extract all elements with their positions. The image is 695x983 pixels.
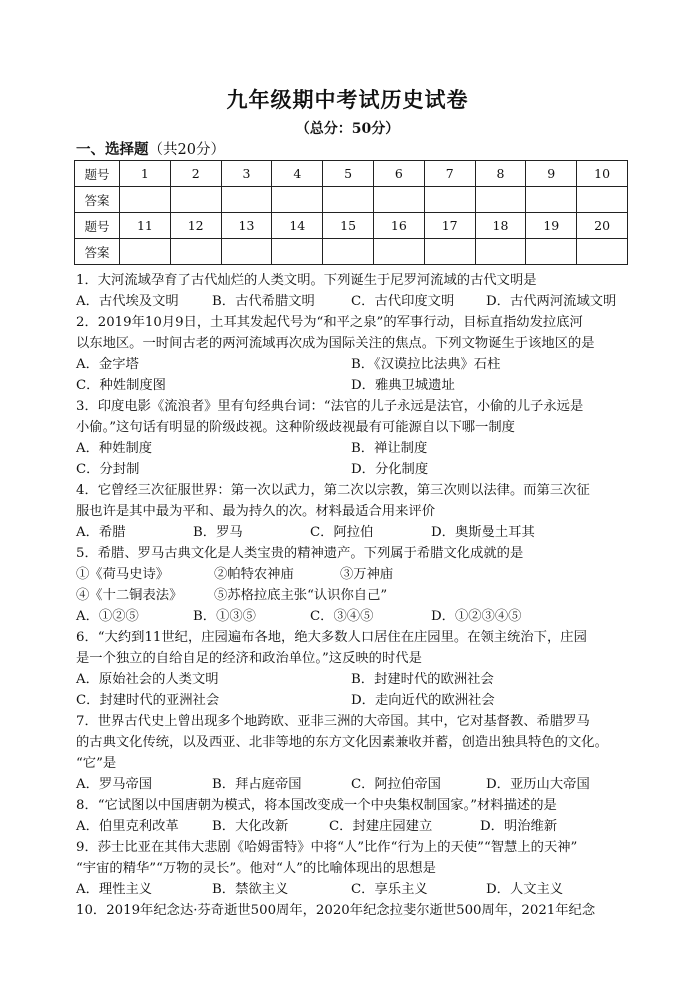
question-2-stem: 以东地区。一时间古老的两河流域再次成为国际关注的焦点。下列文物诞生于该地区的是 <box>76 336 595 351</box>
question-number: 2 <box>170 161 221 187</box>
answer-cell[interactable] <box>475 239 526 265</box>
option-b: B．拜占庭帝国 <box>212 777 302 792</box>
row-label: 题号 <box>75 161 120 187</box>
option-a: A．种姓制度 <box>76 441 153 456</box>
answer-cell[interactable] <box>526 187 577 213</box>
option-b: B．古代希腊文明 <box>212 294 315 309</box>
answer-cell[interactable] <box>577 239 628 265</box>
answer-cell[interactable] <box>120 239 171 265</box>
question-number: 12 <box>170 213 221 239</box>
answer-cell[interactable] <box>120 187 171 213</box>
answer-cell[interactable] <box>424 239 475 265</box>
answer-table <box>74 160 628 265</box>
question-number: 19 <box>526 213 577 239</box>
answer-cell[interactable] <box>373 239 424 265</box>
question-number: 11 <box>120 213 171 239</box>
question-9-stem: 9．莎士比亚在其伟大悲剧《哈姆雷特》中将“人”比作“行为上的天使”“智慧上的天神” <box>76 840 578 855</box>
option-c: C．③④⑤ <box>310 609 374 624</box>
option-d: D．人文主义 <box>486 882 564 897</box>
question-4-stem: 服也许是其中最为平和、最为持久的次。材料最适合用来评价 <box>76 504 436 519</box>
page-subtitle: （总分：50分） <box>295 121 400 137</box>
question-7-stem: 的古典文化传统，以及西亚、北非等地的东方文化因素兼收并蓄，创造出独具特色的文化。 <box>76 735 608 750</box>
question-6-stem: 是一个独立的自给自足的经济和政治单位。”这反映的时代是 <box>76 651 422 666</box>
question-8-stem: 8．“它试图以中国唐朝为模式，将本国改变成一个中央集权制国家。”材料描述的是 <box>76 798 557 813</box>
answer-cell[interactable] <box>475 187 526 213</box>
question-2-stem: 2．2019年10月9日，土耳其发起代号为“和平之泉”的军事行动，目标直指幼发拉底河 <box>76 315 583 330</box>
option-d: D．古代两河流域文明 <box>486 294 617 309</box>
option-c: C．封建庄园建立 <box>329 819 433 834</box>
option-d: D．分化制度 <box>351 462 429 477</box>
option-b: B．禅让制度 <box>351 441 428 456</box>
answer-cell[interactable] <box>221 187 272 213</box>
answer-cell[interactable] <box>170 187 221 213</box>
item-3: ③万神庙 <box>340 567 394 582</box>
table-row <box>75 239 628 265</box>
question-1-stem: 1．大河流域孕育了古代灿烂的人类文明。下列诞生于尼罗河流域的古代文明是 <box>76 273 537 288</box>
option-d: D．雅典卫城遗址 <box>351 378 455 393</box>
question-number: 3 <box>221 161 272 187</box>
question-7-stem: 7．世界古代史上曾出现多个地跨欧、亚非三洲的大帝国。其中，它对基督教、希腊罗马 <box>76 714 590 729</box>
answer-cell[interactable] <box>577 187 628 213</box>
question-3-stem: 3．印度电影《流浪者》里有句经典台词：“法官的儿子永远是法官，小偷的儿子永远是 <box>76 399 584 414</box>
option-b: B．罗马 <box>193 525 243 540</box>
answer-cell[interactable] <box>424 187 475 213</box>
option-d: D．亚历山大帝国 <box>486 777 590 792</box>
question-number: 17 <box>424 213 475 239</box>
question-number: 14 <box>272 213 323 239</box>
option-c: C．阿拉伯 <box>310 525 374 540</box>
answer-cell[interactable] <box>221 239 272 265</box>
option-b: B．封建时代的欧洲社会 <box>351 672 494 687</box>
question-6-stem: 6．“大约到11世纪，庄园遍布各地，绝大多数人口居住在庄园里。在领主统治下，庄园 <box>76 630 587 645</box>
option-a: A．①②⑤ <box>76 609 139 624</box>
item-4: ④《十二铜表法》 <box>76 588 183 603</box>
option-a: A．罗马帝国 <box>76 777 153 792</box>
option-b: B．①③⑤ <box>193 609 256 624</box>
answer-cell[interactable] <box>170 239 221 265</box>
option-c: C．封建时代的亚洲社会 <box>76 693 220 708</box>
option-a: A．伯里克利改革 <box>76 819 179 834</box>
answer-cell[interactable] <box>526 239 577 265</box>
item-2: ②帕特农神庙 <box>214 567 294 582</box>
item-5: ⑤苏格拉底主张“认识你自己” <box>214 588 388 603</box>
section-note: （共20分） <box>148 142 225 158</box>
option-c: C．分封制 <box>76 462 140 477</box>
option-d: D．走向近代的欧洲社会 <box>351 693 495 708</box>
option-a: A．理性主义 <box>76 882 153 897</box>
question-7-stem: “它”是 <box>76 756 117 771</box>
question-number: 15 <box>323 213 374 239</box>
answer-cell[interactable] <box>272 239 323 265</box>
question-number: 1 <box>120 161 171 187</box>
option-c: C．种姓制度图 <box>76 378 166 393</box>
question-number: 9 <box>526 161 577 187</box>
option-b: B．《汉谟拉比法典》石柱 <box>351 357 501 372</box>
option-d: D．①②③④⑤ <box>431 609 522 624</box>
option-c: C．享乐主义 <box>351 882 428 897</box>
option-c: C．古代印度文明 <box>351 294 455 309</box>
option-d: D．明治维新 <box>480 819 558 834</box>
row-label: 答案 <box>75 187 120 213</box>
answer-cell[interactable] <box>323 239 374 265</box>
option-b: B．禁欲主义 <box>212 882 289 897</box>
row-label: 答案 <box>75 239 120 265</box>
question-number: 4 <box>272 161 323 187</box>
question-number: 8 <box>475 161 526 187</box>
question-number: 5 <box>323 161 374 187</box>
question-10-stem: 10．2019年纪念达·芬奇逝世500周年，2020年纪念拉斐尔逝世500周年，2021年纪念 <box>76 903 596 918</box>
row-label: 题号 <box>75 213 120 239</box>
question-number: 18 <box>475 213 526 239</box>
table-row <box>75 187 628 213</box>
question-number: 6 <box>373 161 424 187</box>
answer-cell[interactable] <box>373 187 424 213</box>
question-5-stem: 5．希腊、罗马古典文化是人类宝贵的精神遗产。下列属于希腊文化成就的是 <box>76 546 524 561</box>
section-title: 一、选择题 <box>76 141 149 158</box>
question-4-stem: 4．它曾经三次征服世界：第一次以武力，第二次以宗教，第三次则以法律。而第三次征 <box>76 483 590 498</box>
option-a: A．原始社会的人类文明 <box>76 672 219 687</box>
question-number: 10 <box>577 161 628 187</box>
answer-cell[interactable] <box>272 187 323 213</box>
option-a: A．希腊 <box>76 525 126 540</box>
option-a: A．金字塔 <box>76 357 139 372</box>
page-title: 九年级期中考试历史试卷 <box>226 87 469 112</box>
table-row <box>75 161 628 187</box>
option-a: A．古代埃及文明 <box>76 294 179 309</box>
question-number: 7 <box>424 161 475 187</box>
question-number: 16 <box>373 213 424 239</box>
option-b: B．大化改新 <box>212 819 289 834</box>
item-1: ①《荷马史诗》 <box>76 567 170 582</box>
section-heading <box>76 138 225 159</box>
option-c: C．阿拉伯帝国 <box>351 777 441 792</box>
question-number: 13 <box>221 213 272 239</box>
table-row <box>75 213 628 239</box>
option-d: D．奥斯曼土耳其 <box>431 525 535 540</box>
question-3-stem: 小偷。”这句话有明显的阶级歧视。这种阶级歧视最有可能源自以下哪一制度 <box>76 420 515 435</box>
question-number: 20 <box>577 213 628 239</box>
answer-cell[interactable] <box>323 187 374 213</box>
question-9-stem: “宇宙的精华”“万物的灵长”。他对“人”的比喻体现出的思想是 <box>76 861 436 876</box>
